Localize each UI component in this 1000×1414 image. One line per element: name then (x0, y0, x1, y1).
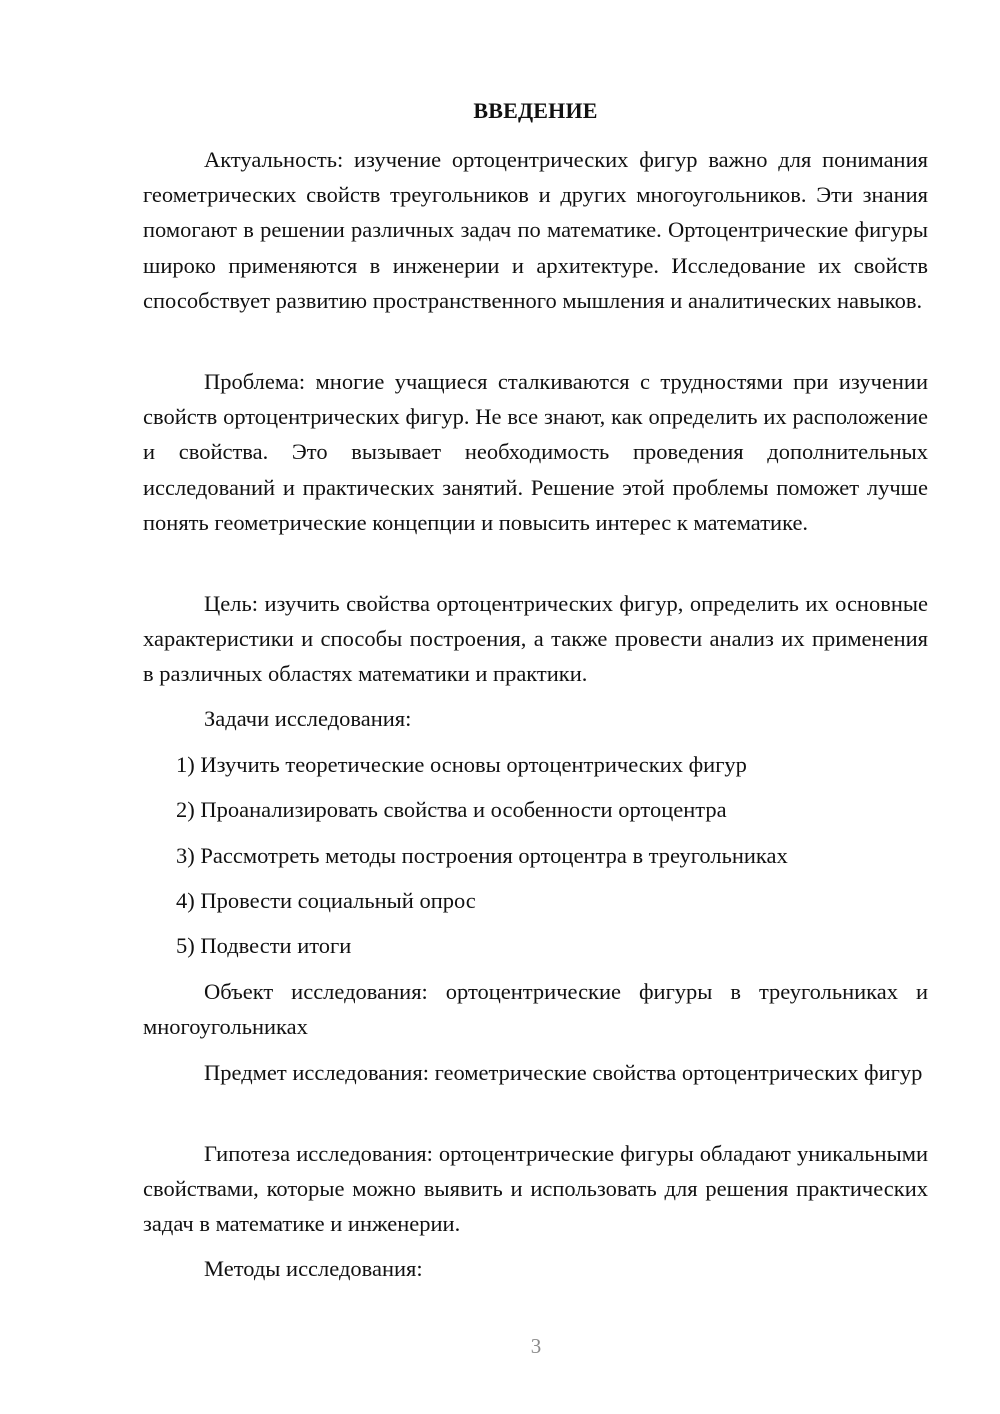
tasks-heading: Задачи исследования: (204, 706, 412, 731)
task-item: 3) Рассмотреть методы построения ортоцентра в треугольниках (176, 843, 788, 868)
task-item: 2) Проанализировать свойства и особенности ортоцентра (176, 797, 727, 822)
task-item: 5) Подвести итоги (176, 933, 352, 958)
section-heading: ВВЕДЕНИЕ (473, 98, 598, 123)
page-number: 3 (530, 1334, 542, 1358)
relevance-paragraph: Актуальность: изучение ортоцентрических фигур важно для понимания геометрических свойств треугольников и других многоугольников. Эти знания помогают в решении различных задач по математике. Ортоцентрические фигуры широко применяются в инженерии и архитектуре. Исследование их свойств способствует развитию пространственного мышления и аналитических навыков. (143, 147, 928, 313)
object-paragraph: Объект исследования: ортоцентрические фигуры в треугольниках и многоугольниках (143, 979, 928, 1040)
goal-paragraph: Цель: изучить свойства ортоцентрических фигур, определить их основные характеристики и способы построения, а также провести анализ их применения в различных областях математики и практики. (143, 591, 928, 687)
hypothesis-paragraph: Гипотеза исследования: ортоцентрические фигуры обладают уникальными свойствами, которые можно выявить и использовать для решения практических задач в математике и инженерии. (143, 1141, 928, 1237)
methods-heading: Методы исследования: (204, 1256, 423, 1281)
subject-paragraph: Предмет исследования: геометрические свойства ортоцентрических фигур (204, 1060, 923, 1085)
task-item: 4) Провести социальный опрос (176, 888, 476, 913)
task-item: 1) Изучить теоретические основы ортоцентрических фигур (176, 752, 747, 777)
problem-paragraph: Проблема: многие учащиеся сталкиваются с трудностями при изучении свойств ортоцентрических фигур. Не все знают, как определить их расположение и свойства. Это вызывает необходимость проведения дополнительных исследований и практических занятий. Решение этой проблемы поможет лучше понять геометрические концепции и повысить интерес к математике. (143, 369, 928, 535)
